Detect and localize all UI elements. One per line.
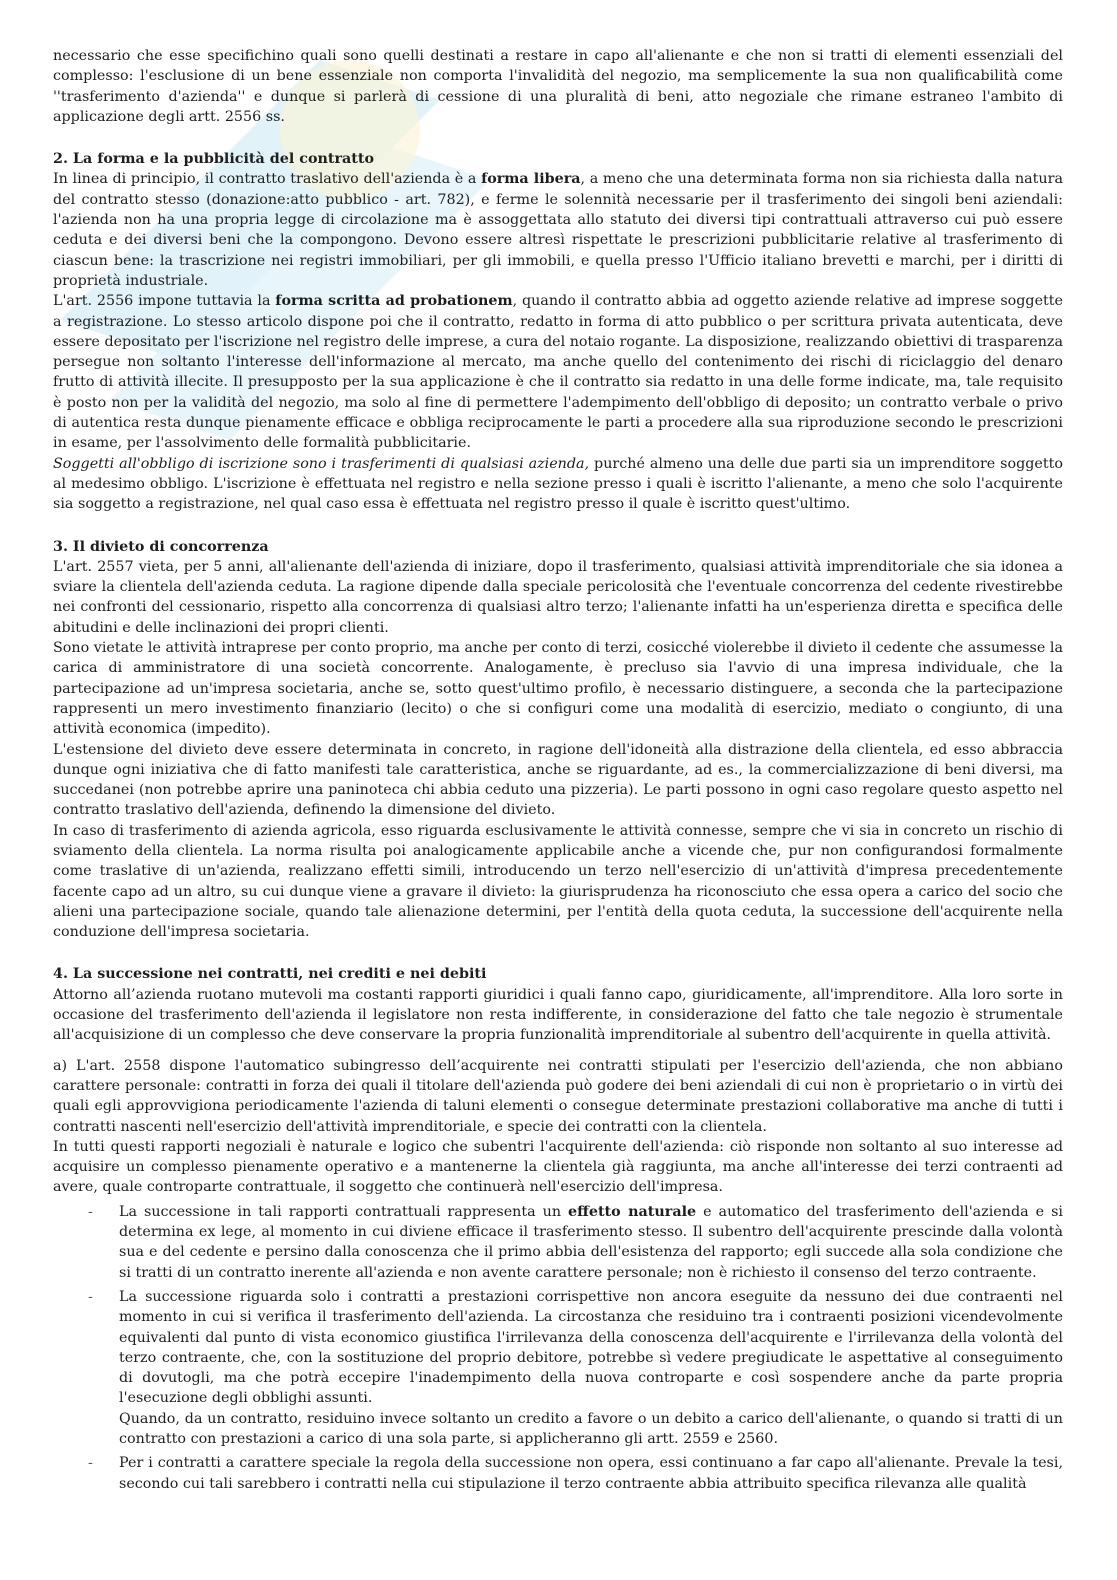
section-4-heading: 4. La successione nei contratti, nei crediti e nei debiti bbox=[53, 966, 487, 983]
section-3-paragraph: Sono vietate le attività intraprese per conto proprio, ma anche per conto di terzi, cosicché violerebbe il divieto il cedente che assumesse la carica di amministratore di una società concorrente. Analogamente, è precluso sia l'avvio di una impresa individuale, che la partecipazione ad un'impresa societaria, anche se, sotto quest'ultimo profilo, è necessario distinguere, a seconda che la partecipazione rappresenti un mero investimento finanziario (lecito) o che si configuri come una modalità di esercizio, mediato o congiunto, di una attività economica (impedito). bbox=[53, 640, 1063, 738]
list-item: - Per i contratti a carattere speciale la regola della successione non opera, essi continuano a far capo all'alienante. Prevale la tesi, secondo cui tali sarebbero i contratti nella cui stipulazione il terzo contraente abbia attribuito specifica rilevanza alle qualità bbox=[88, 1455, 1063, 1492]
section-3-paragraph: L'art. 2557 vieta, per 5 anni, all'alienante dell'azienda di iniziare, dopo il trasferimento, qualsiasi attività imprenditoriale che sia idonea a sviare la clientela dell'azienda ceduta. La ragione dipende dalla speciale pericolosità che l'eventuale concorrenza del cedente rivestirebbe nei confronti del cessionario, rispetto alla concorrenza di qualsiasi altro terzo; l'alienante infatti ha un'esperienza diretta e specifica delle abitudini e delle inclinazioni dei propri clienti. bbox=[53, 558, 1063, 636]
section-3-paragraph: L'estensione del divieto deve essere determinata in concreto, in ragione dell'idoneità alla distrazione della clientela, ed esso abbraccia dunque ogni iniziativa che di fatto manifesti tale caratteristica, anche se riguardante, ad es., la commercializzazione di beni diversi, ma succedanei (non potrebbe aprire una paninoteca chi abbia ceduto una pizzeria). Le parti possono in ogni caso regolare questo aspetto nel contratto traslativo dell'azienda, definendo la dimensione del divieto. bbox=[53, 741, 1063, 819]
dash-bullet: - bbox=[88, 1288, 93, 1305]
section-4-paragraph-1: Attorno all’azienda ruotano mutevoli ma costanti rapporti giuridici i quali fanno capo, giuridicamente, all'imprenditore. Alla loro sorte in occasione del trasferimento dell'azienda il legislatore non resta indifferente, in considerazione del fatto che tale negozio è strumentale all'acquisizione di un complesso che deve conservare la propria funzionalità imprenditoriale al subentro dell'acquirente in quella attività. bbox=[53, 986, 1063, 1044]
section-4-bullet-list bbox=[53, 1202, 1063, 1494]
section-4-paragraph-2: a) L'art. 2558 dispone l'automatico subingresso dell’acquirente nei contratti stipulati per l'esercizio dell'azienda, che non abbiano carattere personale: contratti in forza dei quali il titolare dell'azienda può godere dei beni aziendali di cui non è proprietario o in virtù dei quali egli approvvigiona periodicamente l'azienda di taluni elementi o consegue determinate prestazioni collaborative ma anche di tutti i contratti nascenti nell'esercizio dell'attività imprenditoriale, e specie dei contratti con la clientela. bbox=[53, 1057, 1063, 1135]
section-3-paragraph: In caso di trasferimento di azienda agricola, esso riguarda esclusivamente le attività connesse, sempre che vi sia in concreto un rischio di sviamento della clientela. La norma risulta poi analogicamente applicabile anche a vicende che, pur non configurandosi formalmente come traslative di un'azienda, realizzano effetti simili, introducendo un terzo nell'esercizio di un'attività d'impresa precedentemente facente capo ad un altro, su cui dunque viene a gravare il divieto: la giurisprudenza ha riconosciuto che essa opera a carico del socio che alieni una partecipazione sociale, quando tale alienazione determini, per l'entità della quota ceduta, la successione dell'acquirente nella conduzione dell'impresa societaria. bbox=[53, 822, 1063, 941]
section-2-paragraph-2: L'art. 2556 impone tuttavia la forma scritta ad probationem, quando il contratto abbia ad oggetto aziende relative ad imprese soggette a registrazione. Lo stesso articolo dispone poi che il contratto, redatto in forma di atto pubblico o per scrittura privata autenticata, deve essere depositato per l'iscrizione nel registro delle imprese, a cura del notaio rogante. La disposizione, realizzando obiettivi di trasparenza persegue non soltanto l'interesse dell'informazione al mercato, ma anche quello del contenimento dei rischi di riciclaggio del denaro frutto di attività illecite. Il presupposto per la sua applicazione è che il contratto sia redatto in una delle forme indicate, ma, tale requisito è posto non per la validità del negozio, ma solo al fine di permettere l'adempimento dell'obbligo di deposito; un contratto verbale o privo di autentica resta dunque pienamente efficace e obbliga reciprocamente le parti a procedere alla sua riproduzione secondo le prescrizioni in esame, per l'assolvimento delle formalità pubblicitarie. bbox=[53, 293, 1063, 452]
list-item: - La successione in tali rapporti contrattuali rappresenta un effetto naturale e automatico del trasferimento dell'azienda e si determina ex lege, al momento in cui diviene efficace il trasferimento stesso. Il subentro dell'acquirente prescinde dalla volontà sua e del cedente e persino dalla conoscenza che il primo abbia dell'esistenza del rapporto; egli succede alla sola condizione che si tratti di un contratto inerente all'azienda e non avente carattere personale; non è richiesto il consenso del terzo contraente. bbox=[88, 1203, 1063, 1281]
dash-bullet: - bbox=[88, 1203, 93, 1220]
section-2-paragraph-3: Soggetti all'obbligo di iscrizione sono i trasferimenti di qualsiasi azienda, purché almeno una delle due parti sia un imprenditore soggetto al medesimo obbligo. L'iscrizione è effettuata nel registro e nella sezione presso i quali è iscritto l'alienante, a meno che solo l'acquirente sia soggetto a registrazione, nel qual caso essa è effettuata nel registro presso il quale è iscritto quest'ultimo. bbox=[53, 455, 1063, 513]
section-4-paragraph-3: In tutti questi rapporti negoziali è naturale e logico che subentri l'acquirente dell'azienda: ciò risponde non soltanto al suo interesse ad acquisire un complesso pienamente operativo e a mantenerne la clientela già raggiunta, ma anche all'interesse dei terzi contraenti ad avere, quale controparte contrattuale, il soggetto che continuerà nell'esercizio dell'impresa. bbox=[53, 1138, 1063, 1196]
document-page bbox=[53, 46, 1063, 1498]
section-3-heading: 3. Il divieto di concorrenza bbox=[53, 538, 269, 555]
list-item: - La successione riguarda solo i contratti a prestazioni corrispettive non ancora eseguite da nessuno dei due contraenti nel momento in cui si verifica il trasferimento dell'azienda. La circostanza che residuino tra i contraenti posizioni vicendevolmente equivalenti dal punto di vista economico giustifica l'irrilevanza della conoscenza dell'acquirente e l'irrilevanza della volontà del terzo contraente, che, con la sostituzione del proprio debitore, potrebbe sì vedere pregiudicate le aspettative al conseguimento di dovutogli, ma che potrà eccepire l'inadempimento della nuova controparte e così sospendere anche da parte propria l'esecuzione degli obblighi assunti. Quando, da un contratto, residuino invece soltanto un credito a favore o un debito a carico dell'alienante, o quando si tratti di un contratto con prestazioni a carico di una sola parte, si applicheranno gli artt. 2559 e 2560. bbox=[88, 1288, 1063, 1447]
section-2-heading: 2. La forma e la pubblicità del contratto bbox=[53, 151, 375, 168]
intro-paragraph: necessario che esse specifichino quali sono quelli destinati a restare in capo all'alienante e che non si tratti di elementi essenziali del complesso: l'esclusione di un bene essenziale non comporta l'invalidità del negozio, ma semplicemente la sua non qualificabilità come ''trasferimento d'azienda'' e dunque si parlerà di cessione di una pluralità di beni, atto negoziale che rimane estraneo l'ambito di applicazione degli artt. 2556 ss. bbox=[53, 48, 1063, 125]
dash-bullet: - bbox=[88, 1455, 93, 1472]
section-2-paragraph-1: In linea di principio, il contratto traslativo dell'azienda è a forma libera, a meno che una determinata forma non sia richiesta dalla natura del contratto stesso (donazione:atto pubblico - art. 782), e ferme le solennità necessarie per il trasferimento dei singoli beni aziendali: l'azienda non ha una propria legge di circolazione ma è assoggettata allo statuto dei diversi tipi contrattuali attraverso cui può essere ceduta e dei diversi beni che la compongono. Devono essere altresì rispettate le prescrizioni pubblicitarie relative al trasferimento di ciascun bene: la trascrizione nei registri immobiliari, per gli immobili, e quella presso l'Ufficio italiano brevetti e marchi, per i diritti di proprietà industriale. bbox=[53, 171, 1063, 289]
